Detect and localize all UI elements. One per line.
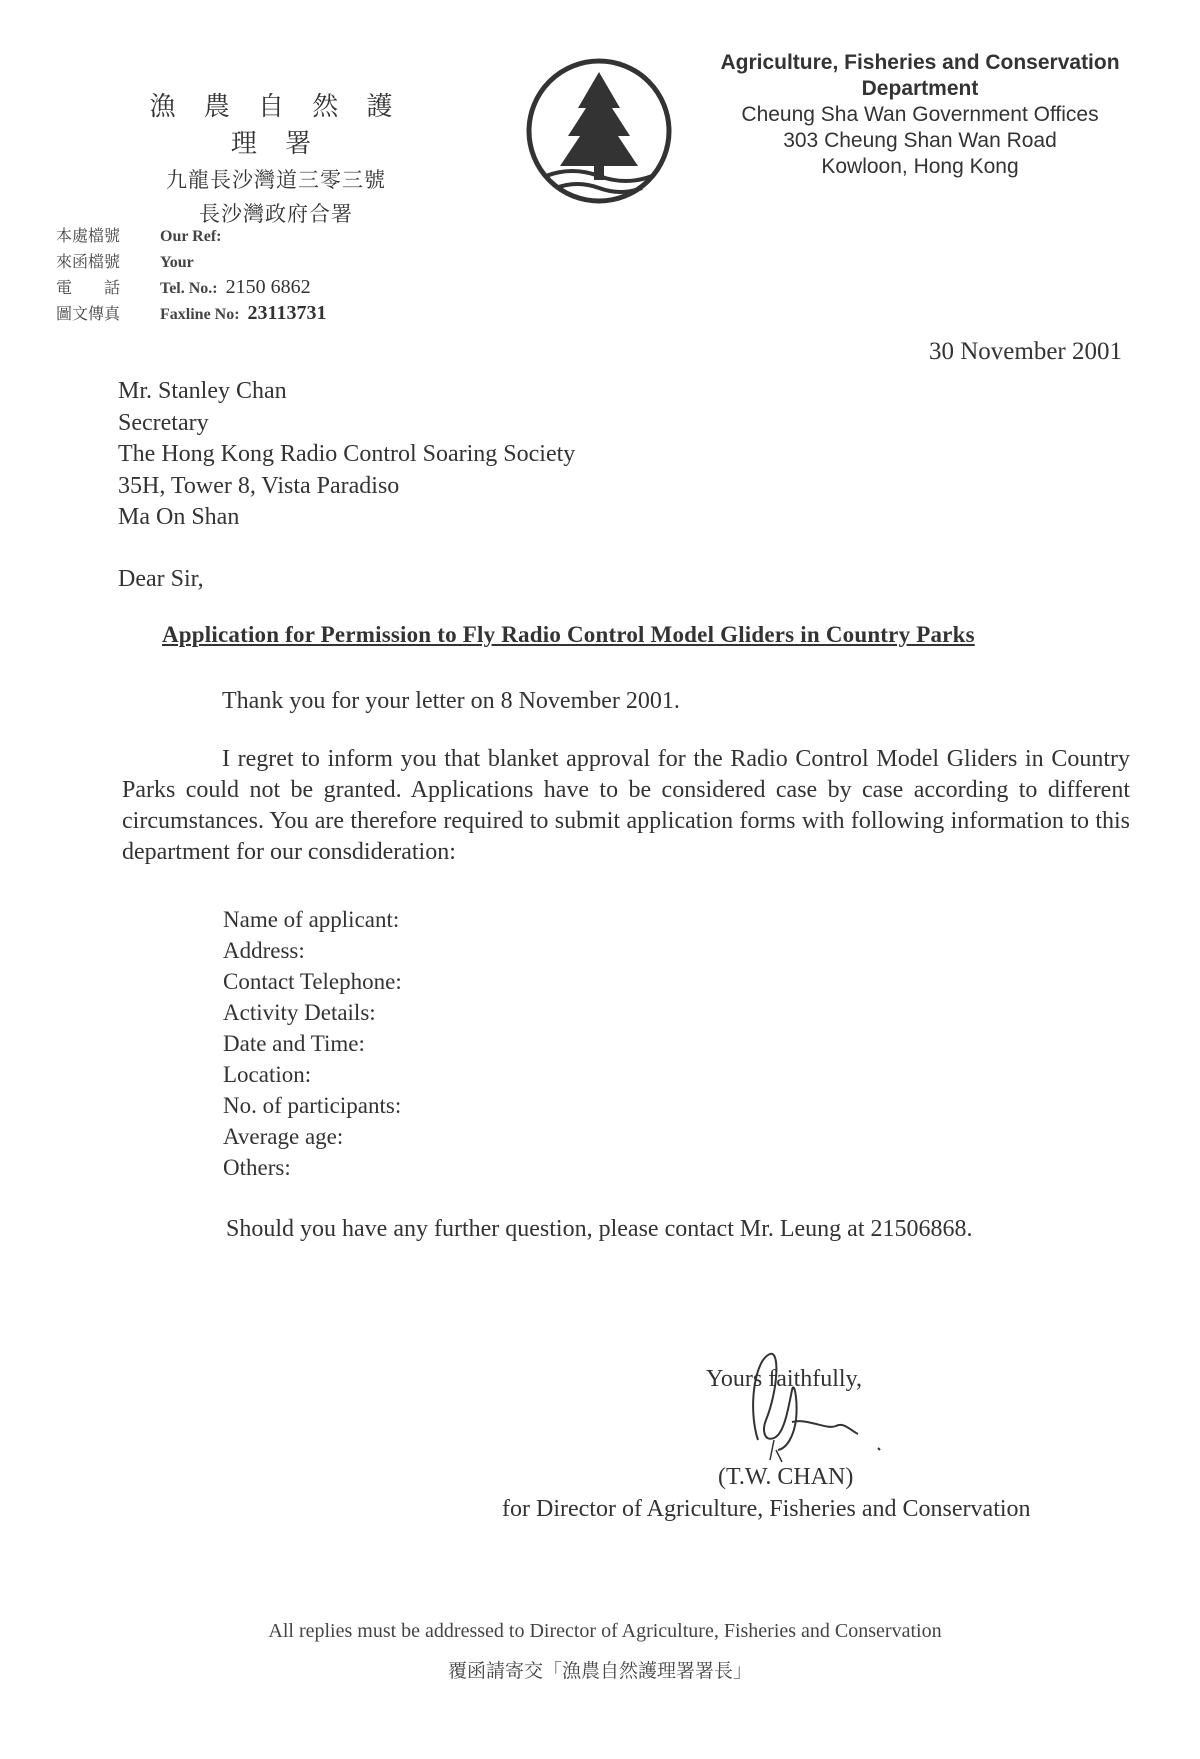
signature-icon — [718, 1330, 898, 1480]
ref-label-cn: 本處檔號 — [56, 226, 121, 245]
ref-label-cn: 來函檔號 — [56, 252, 121, 271]
ref-row — [56, 275, 326, 301]
salutation: Dear Sir, — [118, 566, 204, 592]
list-item: Name of applicant: — [223, 907, 400, 932]
ref-label-en: Faxline No: — [160, 306, 240, 323]
list-item: No. of participants: — [223, 1093, 402, 1118]
closing: Yours faithfully, — [706, 1366, 863, 1392]
list-item: Average age: — [223, 1124, 344, 1149]
ref-row — [56, 249, 326, 275]
reference-block — [56, 223, 326, 327]
list-item: Location: — [223, 1062, 312, 1087]
list-item: Others: — [223, 1155, 291, 1180]
letter-subject: Application for Permission to Fly Radio Control Model Gliders in Country Parks — [162, 622, 975, 647]
list-item: Date and Time: — [223, 1031, 365, 1056]
recipient-block — [118, 376, 575, 534]
ref-label-cn: 圖文傳真 — [56, 304, 121, 323]
cn-address-line: 九龍長沙灣道三零三號 — [166, 168, 386, 192]
ref-label-cn: 電 話 — [56, 278, 121, 297]
en-address-line: 303 Cheung Shan Wan Road — [783, 129, 1057, 152]
signatory-name: (T.W. CHAN) — [718, 1464, 854, 1490]
en-address-line: Kowloon, Hong Kong — [821, 155, 1019, 178]
cn-letterhead — [146, 86, 406, 228]
fax-number: 23113731 — [247, 302, 327, 324]
en-address-line: Cheung Sha Wan Government Offices — [741, 103, 1099, 126]
handwritten-signature — [718, 1330, 898, 1480]
ref-row — [56, 301, 326, 327]
recipient-name: Mr. Stanley Chan — [118, 378, 287, 404]
footer-note: All replies must be addressed to Director of Agriculture, Fisheries and Conservation — [268, 1620, 942, 1642]
letter-date: 30 November 2001 — [928, 338, 1122, 365]
telephone-number: 2150 6862 — [225, 276, 311, 298]
ref-label-en: Tel. No.: — [160, 280, 218, 297]
recipient-address-line: 35H, Tower 8, Vista Paradiso — [118, 472, 400, 499]
signatory-title: for Director of Agriculture, Fisheries and Conservation — [502, 1496, 1031, 1522]
list-item: Activity Details: — [223, 1000, 376, 1025]
required-information-list — [223, 904, 402, 1183]
body-paragraph: I regret to inform you that blanket approval for the Radio Control Model Gliders in Country Parks could not be granted. Applications have to be considered case by case according to different circumstances. You are therefore required to submit application forms with following information to this department for our consdideration: — [122, 746, 1130, 865]
tree-logo-icon — [524, 56, 674, 206]
en-department-name-cont: Department — [861, 77, 979, 100]
recipient-address-line: Ma On Shan — [118, 504, 240, 530]
cn-address-line: 長沙灣政府合署 — [199, 202, 353, 226]
list-item: Contact Telephone: — [223, 969, 402, 994]
recipient-title: Secretary — [118, 409, 209, 436]
ref-row — [56, 223, 326, 249]
list-item: Address: — [223, 938, 305, 963]
en-letterhead — [700, 50, 1140, 180]
en-department-name: Agriculture, Fisheries and Conservation — [720, 51, 1120, 74]
cn-department-name: 漁 農 自 然 護 理 署 — [149, 92, 403, 159]
footer-note-cn: 覆函請寄交「漁農自然護理署署長」 — [447, 1660, 752, 1682]
body-paragraph: Should you have any further question, please contact Mr. Leung at 21506868. — [226, 1216, 973, 1242]
ref-label-en: Our Ref: — [160, 228, 222, 245]
body-paragraph: Thank you for your letter on 8 November 2001. — [222, 688, 680, 714]
department-logo — [524, 56, 674, 206]
ref-label-en: Your — [160, 254, 194, 271]
recipient-organisation: The Hong Kong Radio Control Soaring Society — [118, 441, 576, 467]
